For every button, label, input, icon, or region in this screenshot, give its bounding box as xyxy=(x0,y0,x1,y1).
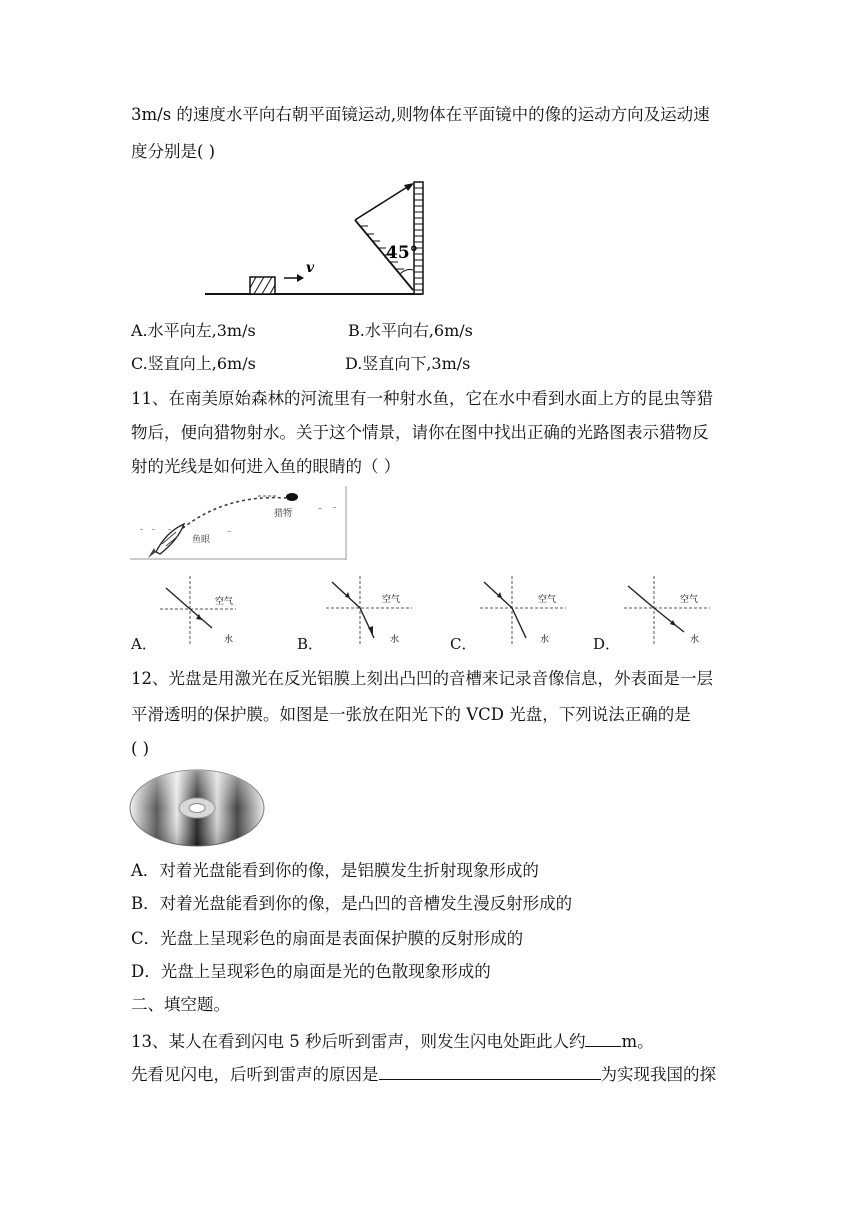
q11-diagram-a xyxy=(160,576,240,646)
water-label: 水 xyxy=(540,635,550,645)
q10-option-a: A.水平向左,3m/s xyxy=(131,321,256,340)
q12-option-c: C．光盘上呈现彩色的扇面是表面保护膜的反射形成的 xyxy=(131,929,524,948)
archerfish-scene-figure xyxy=(128,484,348,562)
q10-mirror-figure xyxy=(200,176,440,300)
q11-option-b: B． xyxy=(297,635,324,653)
air-label: 空气 xyxy=(215,597,234,607)
q12-option-a: A．对着光盘能看到你的像，是铝膜发生折射现象形成的 xyxy=(131,861,539,880)
velocity-label: v xyxy=(306,260,315,276)
air-label: 空气 xyxy=(680,595,699,605)
water-label: 水 xyxy=(690,635,700,645)
q11-option-a: A． xyxy=(131,635,157,653)
q12-text-line-2: 平滑透明的保护膜。如图是一张放在阳光下的 VCD 光盘，下列说法正确的是 xyxy=(131,705,691,724)
q11-diagram-d xyxy=(624,576,714,646)
q13-distance-blank[interactable] xyxy=(585,1028,621,1047)
q12-text-line-1: 12、光盘是用激光在反光铝膜上刻出凸凹的音槽来记录音像信息，外表面是一层 xyxy=(131,669,713,688)
q13-line1-unit: m。 xyxy=(621,1032,654,1051)
q13-line2-tail: 为实现我国的探 xyxy=(600,1065,716,1084)
air-label: 空气 xyxy=(382,595,401,605)
q11-text-line-3: 射的光线是如何进入鱼的眼睛的（ ） xyxy=(131,457,401,476)
q13-line1-text: 13、某人在看到闪电 5 秒后听到雷声，则发生闪电处距此人约 xyxy=(131,1032,586,1051)
section-title: 二、填空题。 xyxy=(131,995,230,1014)
q13-line2-text: 先看见闪电，后听到雷声的原因是 xyxy=(131,1065,379,1084)
q10-option-c: C.竖直向上,6m/s xyxy=(131,354,256,373)
q12-option-d: D．光盘上呈现彩色的扇面是光的色散现象形成的 xyxy=(131,962,491,981)
q11-option-d: D． xyxy=(593,635,621,653)
prey-label: 猎物 xyxy=(274,509,293,519)
q12-option-b: B．对着光盘能看到你的像，是凸凹的音槽发生漫反射形成的 xyxy=(131,894,573,913)
q13-text-line-2 xyxy=(131,1061,716,1086)
air-label: 空气 xyxy=(538,595,557,605)
q11-text-line-1: 11、在南美原始森林的河流里有一种射水鱼，它在水中看到水面上方的昆虫等猎 xyxy=(131,389,713,408)
water-label: 水 xyxy=(224,635,234,645)
q11-diagram-c xyxy=(480,576,570,646)
q10-text-line-2: 度分别是( ) xyxy=(131,142,216,161)
water-label: 水 xyxy=(390,635,400,645)
cd-disc-image xyxy=(128,768,268,850)
q10-text-line-1: 3m/s 的速度水平向右朝平面镜运动,则物体在平面镜中的像的运动方向及运动速 xyxy=(131,105,710,124)
q12-text-line-3: ( ) xyxy=(131,739,150,758)
q11-option-c: C． xyxy=(450,635,477,653)
q13-reason-blank[interactable] xyxy=(379,1061,601,1080)
angle-label: 45° xyxy=(386,243,419,263)
fish-eye-label: 鱼眼 xyxy=(192,535,211,545)
q13-text-line-1 xyxy=(131,1028,654,1053)
q10-option-b: B.水平向右,6m/s xyxy=(348,321,473,340)
q11-text-line-2: 物后，便向猎物射水。关于这个情景，请你在图中找出正确的光路图表示猎物反 xyxy=(131,423,709,442)
q10-option-d: D.竖直向下,3m/s xyxy=(345,354,471,373)
q11-diagram-b xyxy=(326,576,416,646)
